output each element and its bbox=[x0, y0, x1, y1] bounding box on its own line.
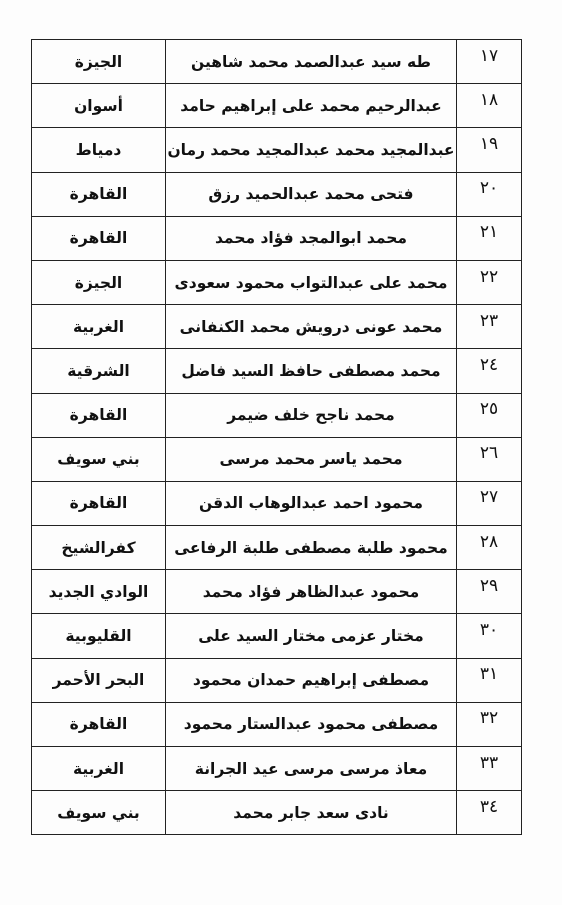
person-name-cell bbox=[166, 437, 457, 481]
person-name: مختار عزمى مختار السيد على bbox=[198, 627, 424, 646]
row-number: ٢٢ bbox=[479, 266, 499, 287]
row-number: ٢١ bbox=[479, 222, 499, 243]
governorate-cell bbox=[32, 614, 166, 658]
row-number: ٣٣ bbox=[479, 752, 499, 773]
governorate-cell bbox=[32, 172, 166, 216]
row-number-cell bbox=[457, 172, 522, 216]
table-row bbox=[32, 216, 522, 260]
governorate-cell bbox=[32, 791, 166, 835]
governorate: الجيزة bbox=[74, 273, 123, 292]
person-name-cell bbox=[166, 172, 457, 216]
table-row bbox=[32, 305, 522, 349]
table-row bbox=[32, 614, 522, 658]
governorate: بني سويف bbox=[57, 803, 140, 822]
governorate: القليوبية bbox=[65, 627, 132, 646]
row-number-cell bbox=[457, 40, 522, 84]
governorate: البحر الأحمر bbox=[52, 671, 145, 690]
governorate-cell bbox=[32, 526, 166, 570]
governorate: الغربية bbox=[72, 759, 125, 778]
governorate: القاهرة bbox=[69, 185, 128, 204]
row-number-cell bbox=[457, 260, 522, 304]
person-name: فتحى محمد عبدالحميد رزق bbox=[208, 185, 414, 204]
person-name: محمد ياسر محمد مرسى bbox=[219, 450, 403, 469]
person-name: محمود احمد عبدالوهاب الدقن bbox=[199, 494, 423, 513]
row-number: ٢٩ bbox=[479, 575, 499, 596]
governorate-cell bbox=[32, 349, 166, 393]
row-number-cell bbox=[457, 84, 522, 128]
person-name: محمود طلبة مصطفى طلبة الرفاعى bbox=[174, 538, 448, 557]
table-row bbox=[32, 172, 522, 216]
row-number: ٢٠ bbox=[479, 178, 499, 199]
table-row bbox=[32, 570, 522, 614]
governorate: الشرقية bbox=[67, 361, 130, 380]
person-name: نادى سعد جابر محمد bbox=[233, 803, 389, 822]
row-number: ٣٤ bbox=[479, 796, 499, 817]
table-row bbox=[32, 84, 522, 128]
row-number-cell bbox=[457, 349, 522, 393]
person-name: عبدالمجيد محمد عبدالمجيد محمد رمان bbox=[167, 140, 455, 159]
person-name: محمود عبدالظاهر فؤاد محمد bbox=[202, 582, 420, 601]
row-number-cell bbox=[457, 437, 522, 481]
person-name: محمد على عبدالتواب محمود سعودى bbox=[174, 273, 448, 292]
governorate: القاهرة bbox=[69, 494, 128, 513]
person-name: محمد عونى درويش محمد الكنفانى bbox=[179, 317, 443, 336]
governorate-cell bbox=[32, 481, 166, 525]
governorate: كفرالشيخ bbox=[61, 538, 136, 557]
row-number: ٢٣ bbox=[479, 310, 499, 331]
governorate-cell bbox=[32, 658, 166, 702]
governorate: دمياط bbox=[75, 140, 122, 159]
person-name-cell bbox=[166, 614, 457, 658]
person-name-cell bbox=[166, 216, 457, 260]
governorate-cell bbox=[32, 216, 166, 260]
table-row bbox=[32, 40, 522, 84]
table-row bbox=[32, 260, 522, 304]
table-row bbox=[32, 526, 522, 570]
person-name-cell bbox=[166, 349, 457, 393]
row-number-cell bbox=[457, 747, 522, 791]
governorate: أسوان bbox=[74, 96, 123, 115]
governorate-cell bbox=[32, 437, 166, 481]
person-name: عبدالرحيم محمد على إبراهيم حامد bbox=[180, 96, 442, 115]
row-number-cell bbox=[457, 128, 522, 172]
person-name-cell bbox=[166, 702, 457, 746]
row-number-cell bbox=[457, 526, 522, 570]
row-number-cell bbox=[457, 393, 522, 437]
person-name-cell bbox=[166, 570, 457, 614]
governorate: القاهرة bbox=[69, 406, 128, 425]
row-number: ٣١ bbox=[479, 664, 499, 685]
governorate: القاهرة bbox=[69, 715, 128, 734]
row-number-cell bbox=[457, 658, 522, 702]
row-number: ٢٤ bbox=[479, 354, 499, 375]
governorate: بني سويف bbox=[57, 450, 140, 469]
governorate: الوادي الجديد bbox=[48, 582, 149, 601]
person-name: طه سيد عبدالصمد محمد شاهين bbox=[191, 52, 431, 71]
governorate-cell bbox=[32, 393, 166, 437]
table-row bbox=[32, 349, 522, 393]
person-name-cell bbox=[166, 747, 457, 791]
person-name-cell bbox=[166, 526, 457, 570]
person-name-cell bbox=[166, 260, 457, 304]
person-name: محمد ابوالمجد فؤاد محمد bbox=[214, 229, 408, 248]
governorate-cell bbox=[32, 260, 166, 304]
row-number: ٢٧ bbox=[479, 487, 499, 508]
table-body bbox=[32, 40, 522, 835]
governorate-cell bbox=[32, 305, 166, 349]
row-number-cell bbox=[457, 614, 522, 658]
table-row bbox=[32, 128, 522, 172]
row-number: ٢٥ bbox=[479, 399, 499, 420]
row-number-cell bbox=[457, 305, 522, 349]
row-number: ١٨ bbox=[479, 89, 499, 110]
governorate-cell bbox=[32, 702, 166, 746]
governorate-cell bbox=[32, 84, 166, 128]
governorate-cell bbox=[32, 128, 166, 172]
row-number-cell bbox=[457, 481, 522, 525]
row-number-cell bbox=[457, 702, 522, 746]
table-row bbox=[32, 747, 522, 791]
person-name: محمد مصطفى حافظ السيد فاضل bbox=[181, 361, 441, 380]
governorate-cell bbox=[32, 40, 166, 84]
person-name-cell bbox=[166, 791, 457, 835]
row-number-cell bbox=[457, 570, 522, 614]
person-name: معاذ مرسى مرسى عيد الجرانة bbox=[194, 759, 428, 778]
table-row bbox=[32, 702, 522, 746]
person-name-cell bbox=[166, 393, 457, 437]
person-name: محمد ناجح خلف ضيمر bbox=[227, 406, 395, 425]
person-name-cell bbox=[166, 128, 457, 172]
names-table bbox=[31, 39, 522, 835]
table-row bbox=[32, 393, 522, 437]
person-name: مصطفى محمود عبدالستار محمود bbox=[183, 715, 439, 734]
table-row bbox=[32, 791, 522, 835]
governorate: الغربية bbox=[72, 317, 125, 336]
governorate: القاهرة bbox=[69, 229, 128, 248]
person-name-cell bbox=[166, 84, 457, 128]
person-name-cell bbox=[166, 305, 457, 349]
row-number: ٢٨ bbox=[479, 531, 499, 552]
row-number-cell bbox=[457, 791, 522, 835]
governorate: الجيزة bbox=[74, 52, 123, 71]
person-name: مصطفى إبراهيم حمدان محمود bbox=[192, 671, 430, 690]
table-row bbox=[32, 481, 522, 525]
row-number: ١٩ bbox=[479, 133, 499, 154]
row-number: ٢٦ bbox=[479, 443, 499, 464]
row-number-cell bbox=[457, 216, 522, 260]
person-name-cell bbox=[166, 658, 457, 702]
table-row bbox=[32, 658, 522, 702]
person-name-cell bbox=[166, 40, 457, 84]
row-number: ٣٢ bbox=[479, 708, 499, 729]
person-name-cell bbox=[166, 481, 457, 525]
table-row bbox=[32, 437, 522, 481]
row-number: ١٧ bbox=[479, 45, 499, 66]
governorate-cell bbox=[32, 570, 166, 614]
row-number: ٣٠ bbox=[479, 620, 499, 641]
governorate-cell bbox=[32, 747, 166, 791]
